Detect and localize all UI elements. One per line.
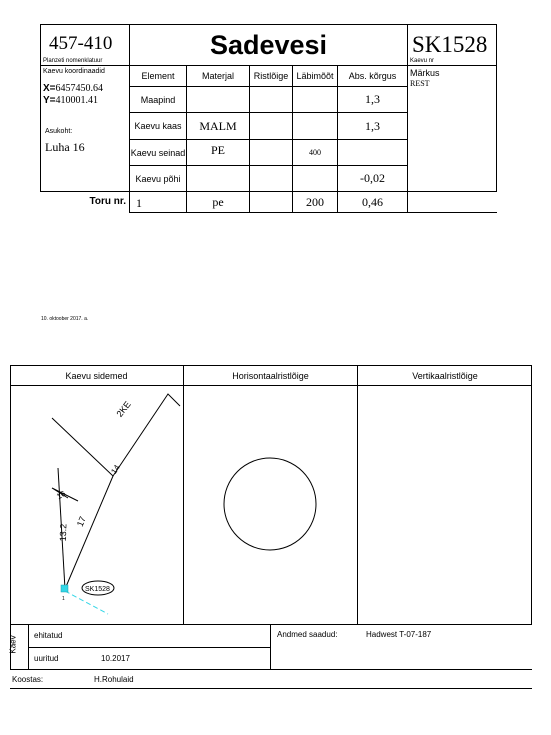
row-element: Kaevu põhi <box>129 165 187 192</box>
row-material: PE <box>186 139 250 166</box>
col-diameter: Läbimõõt <box>292 65 338 87</box>
remark-cell <box>407 65 497 192</box>
plan-label: Planzeti nomenklatuur <box>43 58 103 64</box>
row-material <box>186 165 250 192</box>
row-diameter <box>292 86 338 113</box>
pipe-diameter: 200 <box>292 191 338 213</box>
row-elevation: -0,02 <box>337 165 408 192</box>
surveyed-label: uuritud <box>34 654 59 663</box>
row-elevation: 1,3 <box>337 112 408 140</box>
footer-surveyed-row <box>28 647 271 670</box>
row-section <box>249 139 293 166</box>
pipe-label: Toru nr. <box>89 196 126 207</box>
built-label: ehitatud <box>34 631 63 640</box>
row-section <box>249 86 293 113</box>
x-coordinate <box>43 83 103 94</box>
y-label: Y= <box>43 95 56 106</box>
row-elevation: 1,3 <box>337 86 408 113</box>
row-section <box>249 112 293 140</box>
address-label: Asukoht: <box>45 128 73 135</box>
row-element: Maapind <box>129 86 187 113</box>
remark-value: REST <box>410 79 430 88</box>
x-value: 6457450.64 <box>55 83 104 94</box>
well-marker <box>61 585 68 592</box>
pipe-remark-line <box>407 212 497 213</box>
label-17: 17 <box>74 514 88 528</box>
y-value: 410001.41 <box>55 95 99 106</box>
row-element: Kaevu seinad <box>129 139 187 166</box>
compiled-label: Koostas: <box>12 675 44 684</box>
pipe-elevation: 0,46 <box>337 191 408 213</box>
footer-right-line <box>271 669 532 670</box>
well-label: SK1528 <box>85 586 110 593</box>
footer-side-label: Kaev <box>8 635 18 654</box>
row-diameter <box>292 165 338 192</box>
drawing-col-horizontal: Horisontaalristlõige <box>232 370 309 381</box>
pipe-section <box>249 191 293 213</box>
x-label: X= <box>43 83 56 94</box>
data-source-value: Hadwest T-07-187 <box>366 630 432 639</box>
date-text: 10. oktoober 2017. a. <box>41 316 89 322</box>
row-elevation <box>337 139 408 166</box>
label-13-2: 13.2 <box>57 523 69 542</box>
row-diameter <box>292 112 338 140</box>
footer-bottom-line <box>10 688 532 689</box>
well-label: Kaevu nr <box>410 58 435 64</box>
pipe-number: 1 <box>129 191 187 213</box>
coords-label: Kaevu koordinaadid <box>43 68 105 75</box>
point-label: 1 <box>62 596 65 602</box>
label-16: 16 <box>55 488 68 502</box>
row-element: Kaevu kaas <box>129 112 187 140</box>
data-source-label: Andmed saadud: <box>277 630 338 639</box>
row-material: MALM <box>186 112 250 140</box>
col-elevation: Abs. kõrgus <box>337 65 408 87</box>
well-circle <box>224 458 316 550</box>
link-line-2ke <box>52 394 180 476</box>
plan-number: 457-410 <box>49 33 113 54</box>
col-remark: Märkus <box>410 68 440 78</box>
row-material <box>186 86 250 113</box>
address-value: Luha 16 <box>45 140 85 154</box>
plan-number-box <box>40 24 130 66</box>
y-coordinate <box>43 95 98 106</box>
label-2ke: 2KE <box>114 399 133 419</box>
col-section: Ristlõige <box>249 65 293 87</box>
pipe-material: pe <box>186 191 250 213</box>
footer-built-row <box>28 624 271 648</box>
drawing-col-vertical: Vertikaalristlõige <box>412 370 478 381</box>
row-diameter: 400 <box>292 139 338 166</box>
drawing-col-links: Kaevu sidemed <box>65 370 128 381</box>
label-14: 14 <box>109 463 122 476</box>
well-id: SK1528 <box>412 32 488 57</box>
well-id-box <box>407 24 497 66</box>
page-title: Sadevesi <box>209 29 328 60</box>
surveyed-value: 10.2017 <box>101 654 130 663</box>
location-box <box>40 65 130 192</box>
link-diagram <box>10 386 183 624</box>
col-element: Element <box>129 65 187 87</box>
compiled-value: H.Rohulaid <box>94 675 134 684</box>
link-line-17 <box>65 476 113 589</box>
drawing-divider-2 <box>357 365 358 625</box>
row-section <box>249 165 293 192</box>
horizontal-section <box>184 386 357 624</box>
title-box <box>129 24 408 66</box>
col-material: Materjal <box>186 65 250 87</box>
